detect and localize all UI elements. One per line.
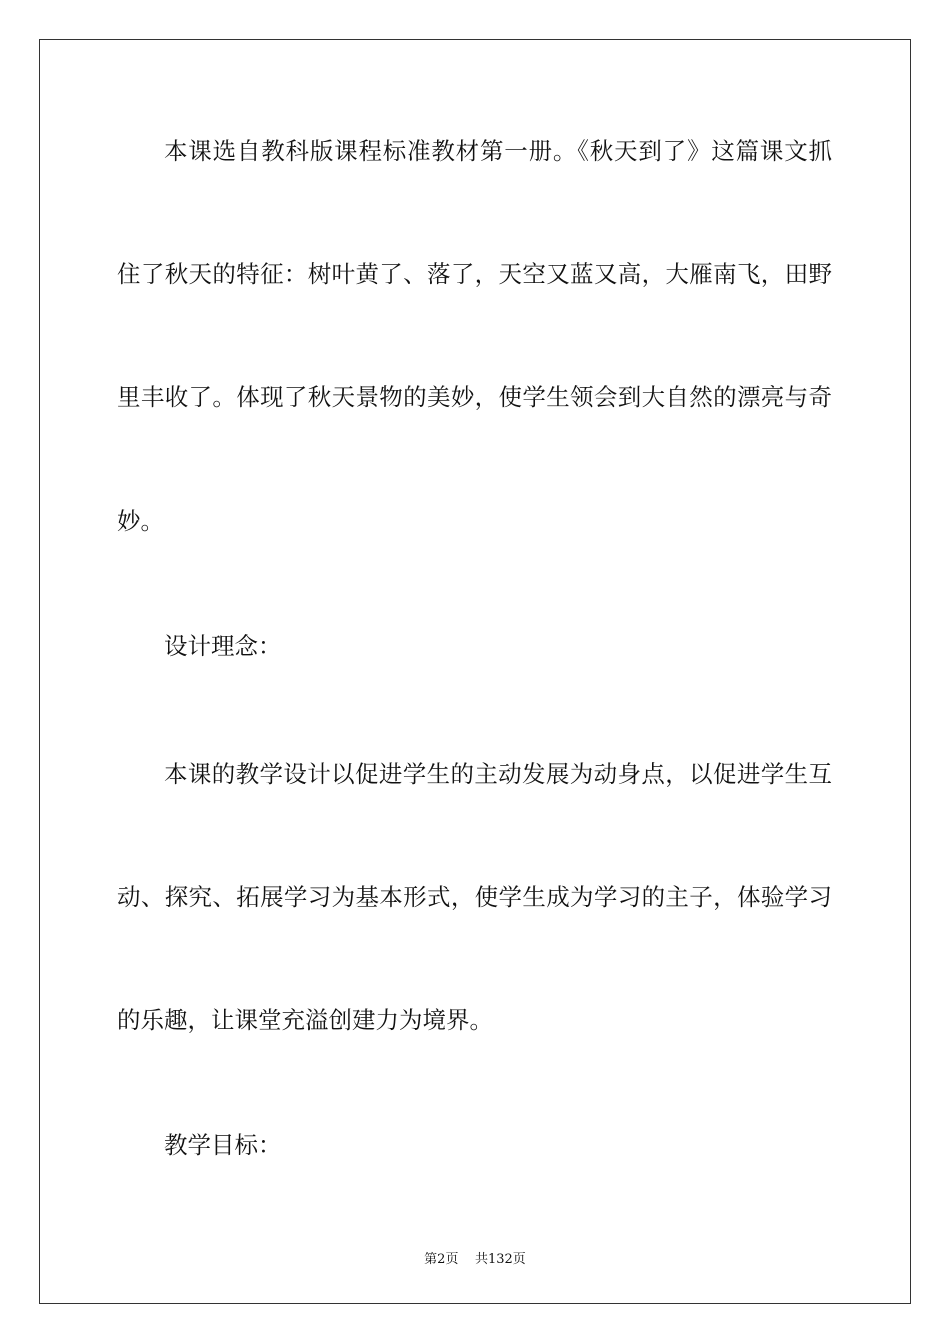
paragraph-line: 本课的教学设计以促进学生的主动发展为动身点，以促进学生互	[164, 760, 832, 788]
paragraph-line: 住了秋天的特征：树叶黄了、落了，天空又蓝又高，大雁南飞，田野	[117, 260, 832, 288]
paragraph-line: 动、探究、拓展学习为基本形式，使学生成为学习的主子，体验学习	[117, 883, 832, 911]
section-heading: 设计理念：	[164, 632, 282, 660]
page-footer	[0, 1248, 950, 1267]
paragraph-line: 的乐趣，让课堂充溢创建力为境界。	[117, 1006, 493, 1034]
page-frame	[39, 39, 911, 1304]
paragraph-line: 里丰收了。体现了秋天景物的美妙，使学生领会到大自然的漂亮与奇	[117, 383, 832, 411]
paragraph-line: 妙。	[117, 507, 164, 535]
total-pages: 共132页	[474, 1252, 526, 1267]
page-number: 第2页	[424, 1252, 459, 1267]
paragraph-line: 本课选自教科版课程标准教材第一册。《秋天到了》这篇课文抓	[164, 137, 832, 165]
section-heading: 教学目标：	[164, 1131, 282, 1159]
